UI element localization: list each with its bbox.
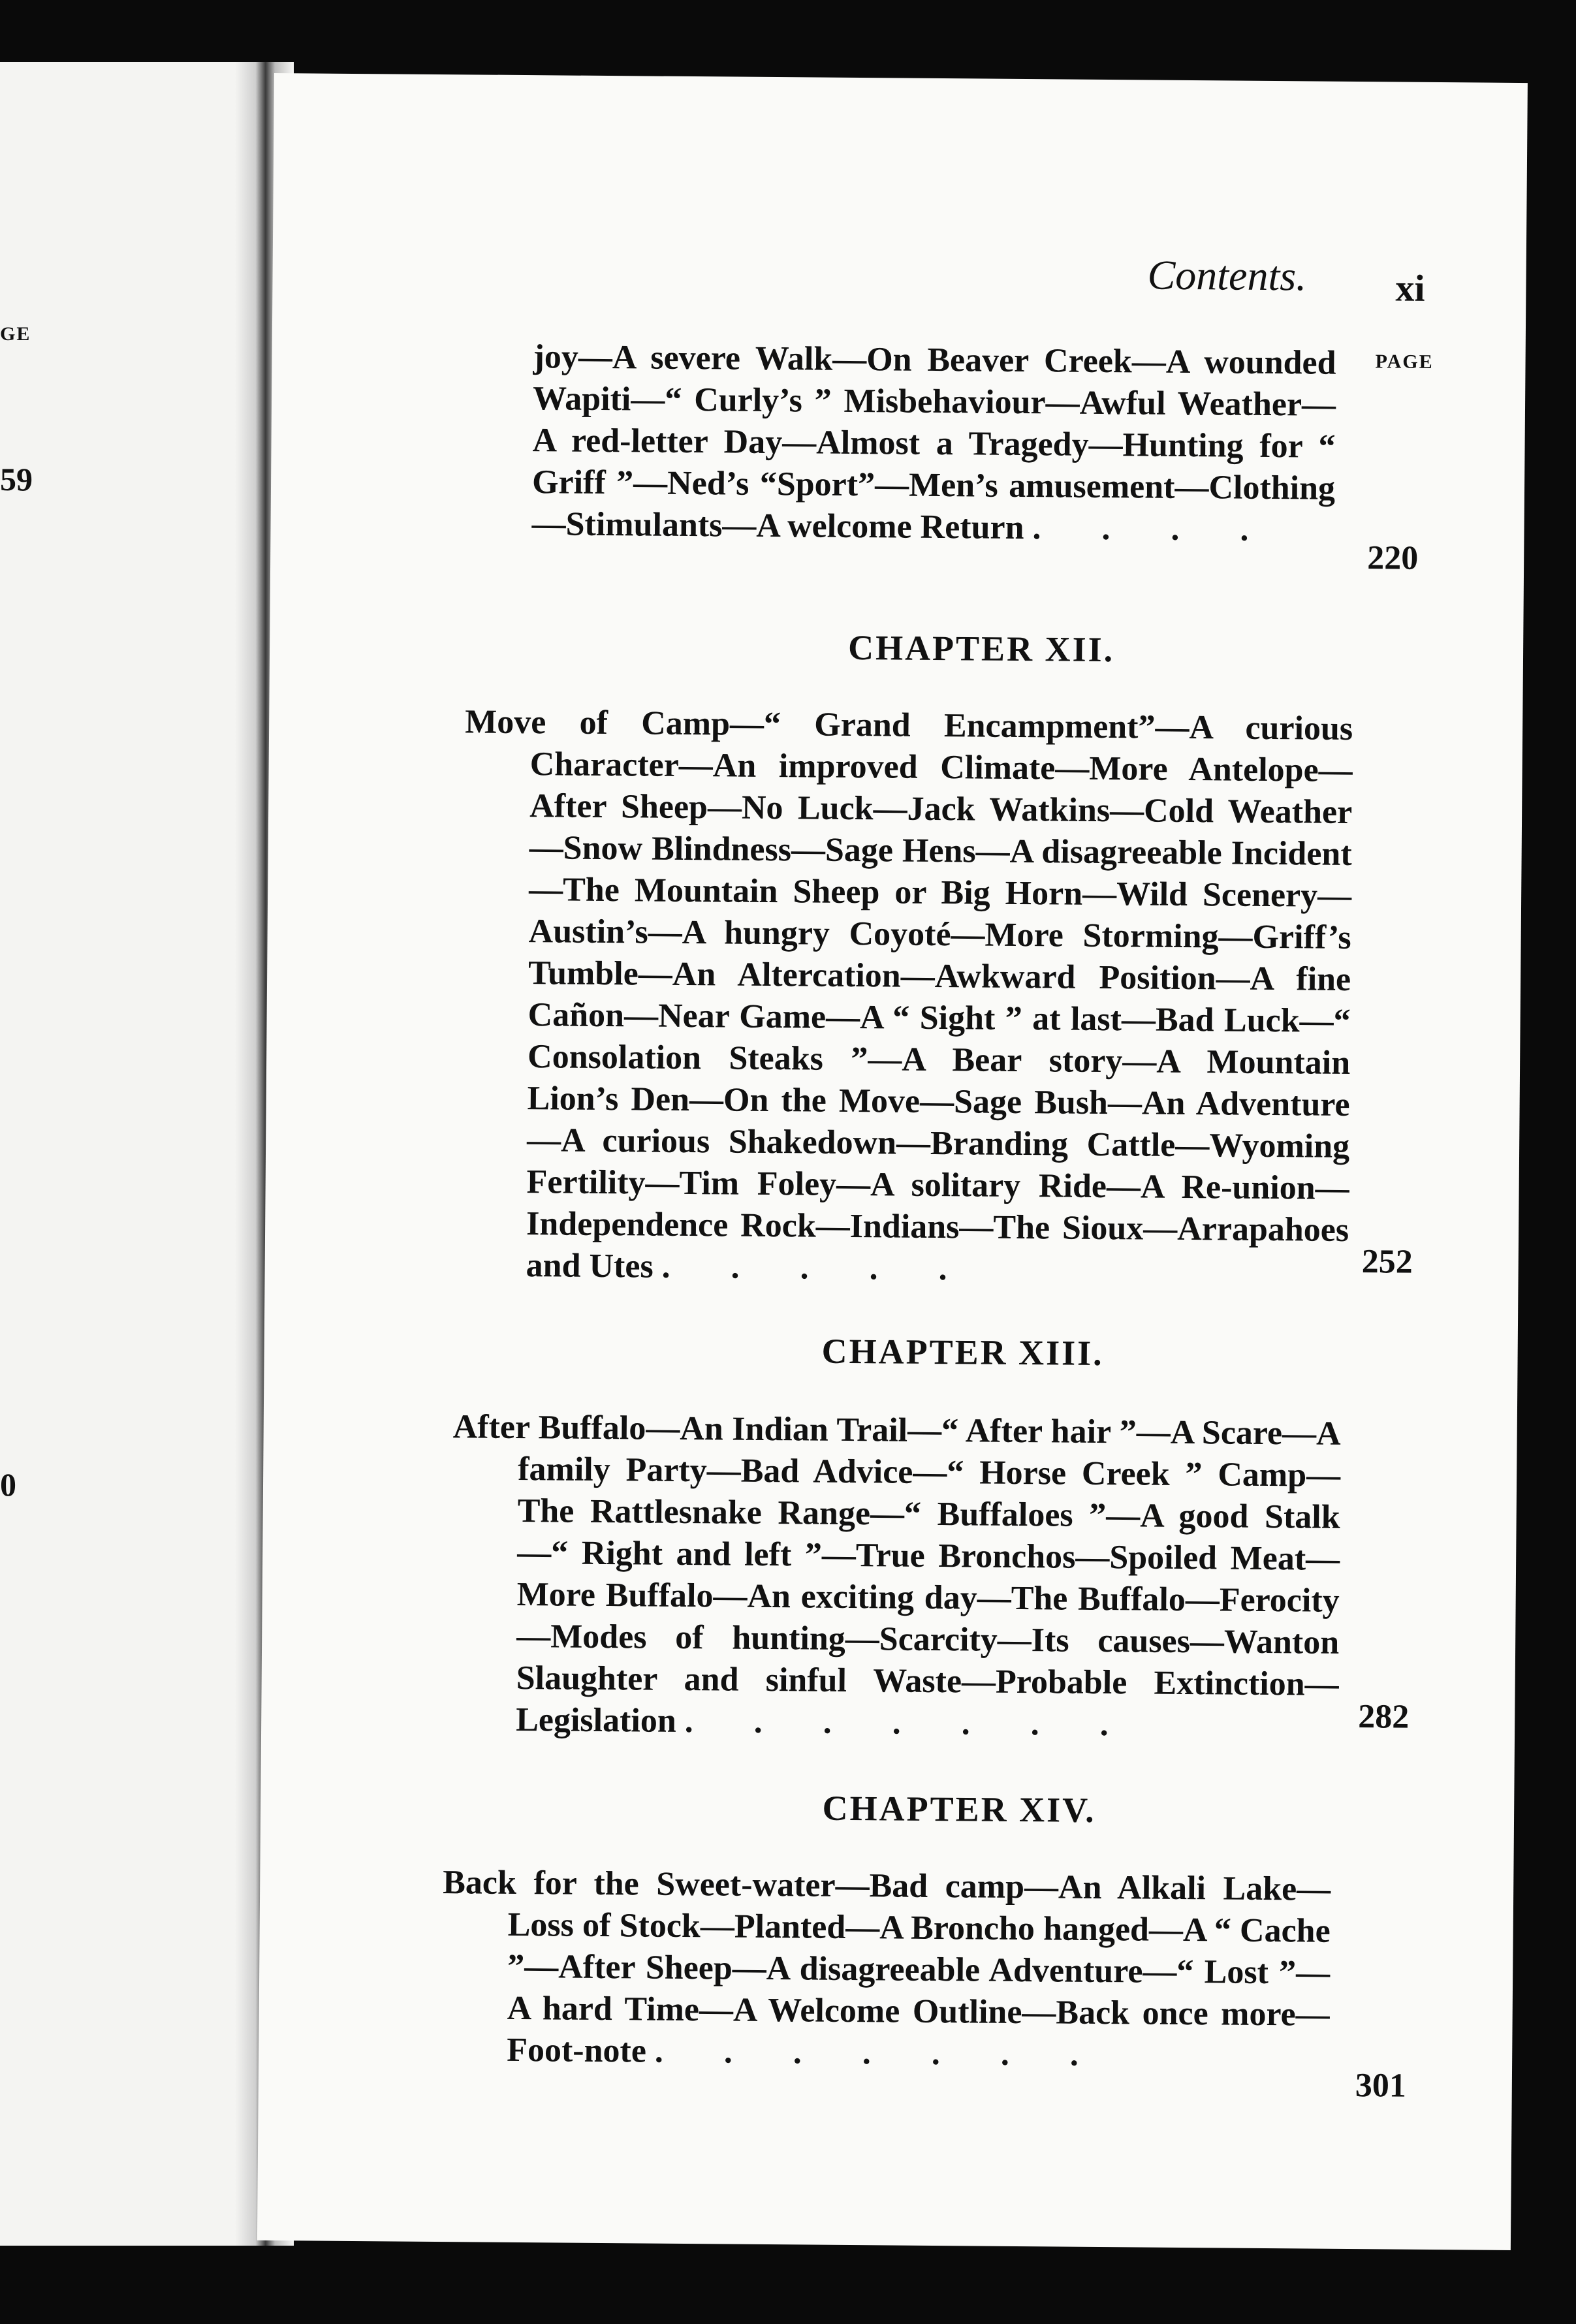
page-column-label: PAGE [1375,351,1434,373]
left-page-fragment: GE [0,323,31,345]
toc-entry-page: 220 [1366,539,1419,577]
left-page-fragment: 0 [0,1466,16,1503]
toc-entry-text: Move of Camp—“ Grand Encampment”—A curious Character—An improved Climate—More Antelope—After Sheep—No Luck—Jack Watkins—Cold Weather—Snow Blindness—Sage Hens—A disagreeable Incident—The Mountain Sheep or Big Horn—Wild Scenery—Austin’s—A hungry Coyoté—More Storming—Griff’s Tumble—An Altercation—Awkward Position—A fine Cañon—Near Game—A “ Sight ” at last—Bad Luck—“ Consolation Steaks ”—A Bear story—A Mountain Lion’s Den—On the Move—Sage Bush—An Adventure—A curious Shakedown—Branding Cattle—Wyoming Fertility—Tim Foley—A solitary Ride—A Re-union—Independence Rock—Indians—The Sioux—Arrapahoes and Utes [464,703,1353,1285]
chapter-heading: CHAPTER XII. [847,627,1115,670]
page-number: xi [1395,266,1425,309]
toc-entry-text: Back for the Sweet-water—Bad camp—An Alkali Lake—Loss of Stock—Planted—A Broncho hanged—A “ Cache ”—After Sheep—A disagreeable Adventure—“ Lost ”—A hard Time—A Welcome Outline—Back once more—Foot-note [443,1864,1331,2070]
left-page [0,62,261,2246]
dot-leaders: . . . . . . . [684,1703,1135,1744]
dot-leaders: . . . . [1032,509,1275,549]
toc-entry-page: 282 [1358,1698,1410,1736]
running-head: Contents. [1147,251,1307,300]
chapter-heading: CHAPTER XIII. [821,1331,1104,1374]
dot-leaders: . . . . . . . [654,2032,1105,2074]
toc-entry-page: 252 [1361,1243,1413,1281]
left-page-fragment: 59 [0,461,33,497]
toc-entry-text: After Buffalo—An Indian Trail—“ After hair ”—A Scare—A family Party—Bad Advice—“ Horse Creek ” Camp—The Rattlesnake Range—“ Buffaloes ”—A good Stalk—“ Right and left ”—True Bronchos—Spoiled Meat—More Buffalo—An exciting day—The Buffalo—Ferocity—Modes of hunting—Scarcity—Its causes—Wanton Slaughter and sinful Waste—Probable Extinction—Legislation [452,1408,1341,1740]
toc-entry-page: 301 [1355,2067,1407,2105]
toc-entry [460,701,1353,1293]
dot-leaders: . . . . . [661,1248,973,1288]
toc-entry-text: joy—A severe Walk—On Beaver Creek—A wounded Wapiti—“ Curly’s ” Misbehaviour—Awful Weather—A red-letter Day—Almost a Tragedy—Hunting for “ Griff ”—Ned’s “Sport”—Men’s amusement—Clothing—Stimulants—A welcome Return [531,338,1336,547]
toc-entry [450,1406,1341,1748]
toc-entry [441,1862,1331,2078]
contents-page [257,73,1528,2250]
toc-entry [531,336,1336,552]
chapter-heading: CHAPTER XIV. [822,1788,1096,1830]
